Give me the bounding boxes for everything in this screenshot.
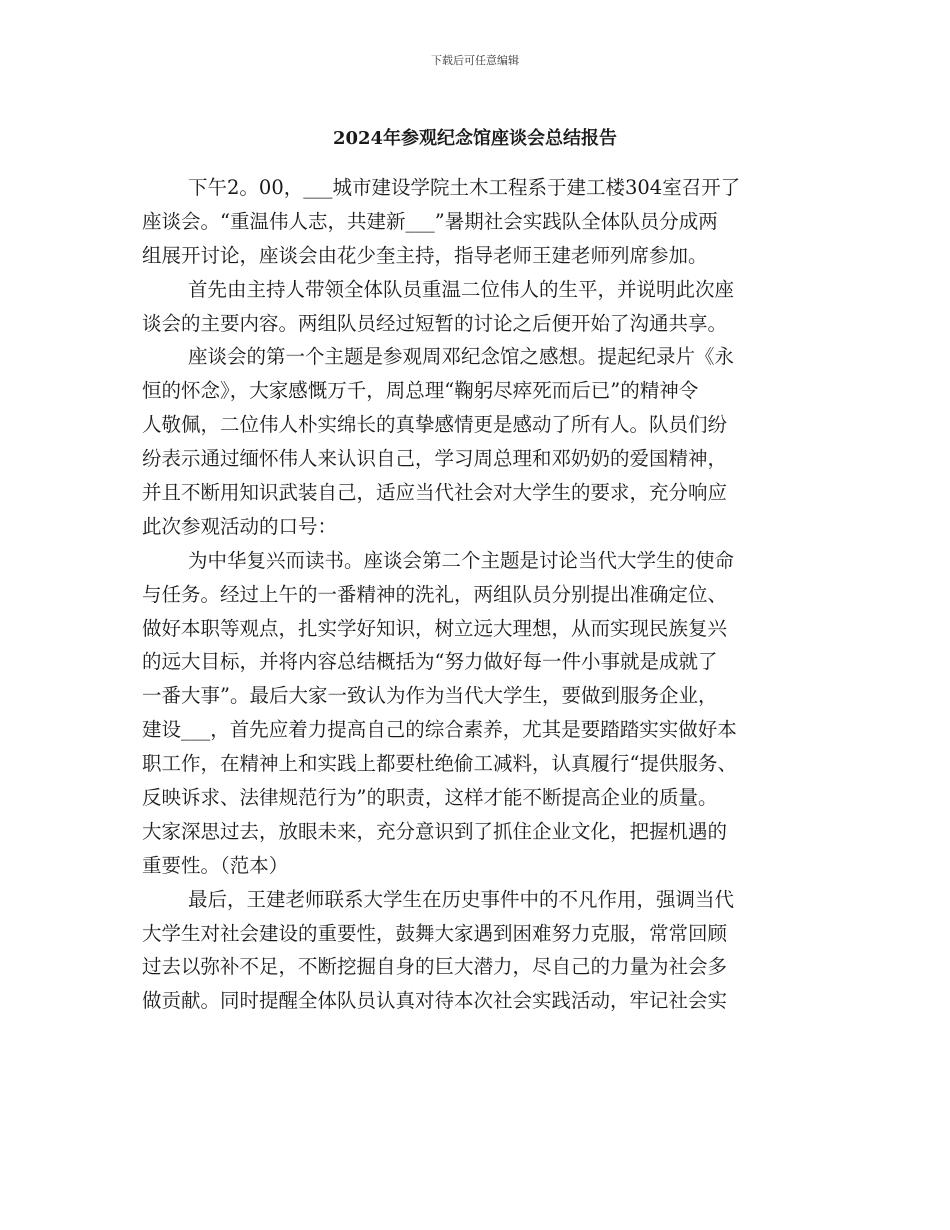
- body-line: 重要性。（范本）: [142, 853, 289, 877]
- page-header-note: 下载后可任意编辑: [431, 54, 519, 67]
- body-line: 组展开讨论，座谈会由花少奎主持，指导老师王建老师列席参加。: [142, 243, 708, 267]
- body-line: 座谈会的第一个主题是参观周邓纪念馆之感想。提起纪录片《永: [188, 345, 735, 369]
- body-line: 座谈会。“重温伟人志，共建新___”暑期社会实践队全体队员分成两: [142, 209, 718, 233]
- body-line: 人敬佩，二位伟人朴实绵长的真挚感情更是感动了所有人。队员们纷: [142, 413, 728, 437]
- body-line: 下午2。00，___城市建设学院土木工程系于建工楼304室召开了: [188, 176, 741, 199]
- body-line: 大家深思过去，放眼未来，充分意识到了抓住企业文化，把握机遇的: [142, 819, 728, 843]
- body-line: 做好本职等观点，扎实学好知识，树立远大理想，从而实现民族复兴: [142, 616, 728, 640]
- body-line: 纷表示通过缅怀伟人来认识自己，学习周总理和邓奶奶的爱国精神，: [142, 447, 728, 471]
- body-line: 与任务。经过上午的一番精神的洗礼，两组队员分别提出准确定位、: [142, 582, 728, 606]
- body-line: 为中华复兴而读书。座谈会第二个主题是讨论当代大学生的使命: [188, 548, 735, 572]
- body-line: 最后，王建老师联系大学生在历史事件中的不凡作用，强调当代: [188, 887, 735, 911]
- document-title: 2024年参观纪念馆座谈会总结报告: [332, 128, 618, 149]
- document-body: [142, 171, 822, 1018]
- body-line: 恒的怀念》，大家感慨万千，周总理“鞠躬尽瘁死而后已”的精神令: [142, 379, 699, 403]
- body-line: 一番大事”。最后大家一致认为作为当代大学生，要做到服务企业，: [142, 684, 718, 708]
- body-line: 的远大目标，并将内容总结概括为“努力做好每一件小事就是成就了: [142, 650, 718, 674]
- body-line: 做贡献。同时提醒全体队员认真对待本次社会实践活动，牢记社会实: [142, 989, 728, 1013]
- body-line: 首先由主持人带领全体队员重温二位伟人的生平，并说明此次座: [188, 277, 735, 301]
- body-line: 大学生对社会建设的重要性，鼓舞大家遇到困难努力克服，常常回顾: [142, 921, 728, 945]
- body-line: 建设___，首先应着力提高自己的综合素养，尤其是要踏踏实实做好本: [142, 718, 737, 742]
- body-line: 反映诉求、法律规范行为”的职责，这样才能不断提高企业的质量。: [142, 786, 718, 810]
- body-line: 此次参观活动的口号：: [142, 514, 338, 538]
- body-line: 并且不断用知识武装自己，适应当代社会对大学生的要求，充分响应: [142, 481, 728, 505]
- body-line: 职工作，在精神上和实践上都要杜绝偷工减料，认真履行“提供服务、: [142, 752, 737, 776]
- body-line: 过去以弥补不足，不断挖掘自身的巨大潜力，尽自己的力量为社会多: [142, 955, 728, 979]
- body-line: 谈会的主要内容。两组队员经过短暂的讨论之后便开始了沟通共享。: [142, 311, 728, 335]
